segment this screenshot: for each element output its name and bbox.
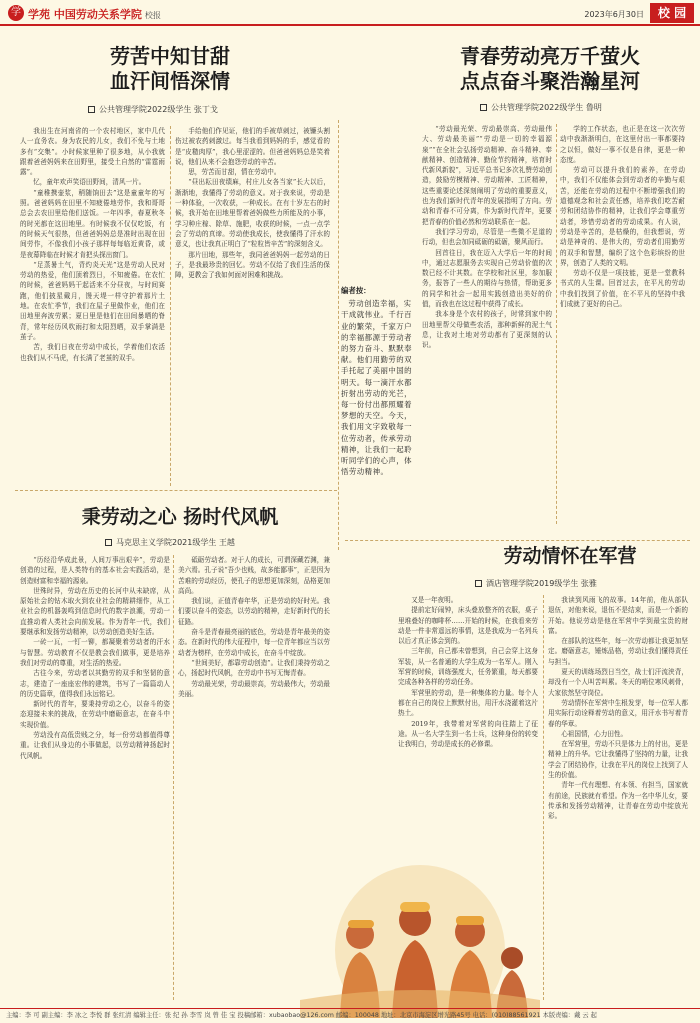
column-divider [543, 595, 544, 1000]
article-3-col-2: 砥砺劳动者。对于人的成长，可谓深藏若渊，兼美六焉。孔子说“吾少也贱，故多能鄙事”，正是因为苦难的劳动经历，使孔子的思想更加深刻，品格更加高尚。 我们说，正值青春年华，正是劳动的好时光。我们要以奋斗的姿态，以劳动的精神，走好新时代的长征路。 奋斗是青春最亮丽的底色，劳动是青年最美的姿态。在新时代的伟大征程中，每一位青年都应当以劳动者为榜样，在劳动中成长，在奋斗中绽放。 “世间美好，都靠劳动创造”。让我们秉持劳动之心，扬起时代风帆，在劳动中书写无悔青春。 劳动最光荣，劳动最崇高，劳动最伟大，劳动最美丽。 [178, 556, 330, 698]
article-4-byline: 酒店管理学院2019级学生 张雅 [475, 578, 597, 589]
newspaper-name [28, 6, 161, 22]
column-divider [338, 120, 339, 550]
section-label: 校 园 [650, 3, 694, 23]
workers-illustration [300, 840, 540, 1018]
editor-note: 编者按： 劳动创造幸福，实干成就伟业。千行百业的繁荣，千家万户的幸福都源于劳动者的努力奋斗、默默奉献。他们用勤劳的双手托起了美丽中国的明天。每一滴汗水都折射出劳动的光芒，每一份付出都照耀着梦想的天空。今天，我们用文字致敬每一位劳动者，传承劳动精神，让我们一起聆听同学们的心声，体悟劳动精神。 [341, 286, 413, 477]
article-2-col-2: 学的工作状态，也正是在这一次次劳动中我渐渐明白，在这里付出一事都要持之以恒，做好一事不仅是自律，更是一种态度。 劳动可以提升我们的素养，在劳动中，我们不仅能体会到劳动者的辛勤与艰苦，还能在劳动的过程中不断增强我们的道德观念和社会责任感，培养我们吃苦耐劳和团结协作的精神，让我们学会尊重劳动者，珍惜劳动者的劳动成果。有人说，劳动是辛苦的，是枯燥的，但我想说，劳动是神奇的、是伟大的，劳动者们用勤劳的双手和智慧，编织了这个色彩缤纷的世界，创造了人类的文明。 劳动不仅是一项技能，更是一堂教科书式的人生课。回首过去，在平凡的劳动中我们找到了价值，在不平凡的坚持中我们成就了更好的自己。 [560, 125, 685, 309]
article-4-col-2: 我读到风雨飞的故事。14年前，他从部队退伍，对他来说，退伍不是结束，而是一个新的开始。他说劳动是他在军营中学到最宝贵的财富。 在部队的这些年，每一次劳动都让我更加坚定。磨砺意志，锤炼品格，劳动让我们懂得责任与担当。 夏天的训练场烈日当空，战士们汗流浃背，却没有一个人叫苦叫累。冬天的哨位寒风刺骨，大家依然坚守岗位。 劳动情怀在军营中生根发芽，每一位军人都用实际行动诠释着劳动的意义，用汗水书写着青春的华章。 心祖国情，心力田性。 在军营里，劳动不只是体力上的付出，更是精神上的升华。它让我懂得了坚持的力量，让我学会了团结协作，让我在平凡的岗位上找到了人生的价值。 青年一代有理想、有本领、有担当，国家就有前途，民族就有希望。作为一名中华儿女，要传承和发扬劳动精神，让青春在劳动中绽放光彩。 [548, 596, 688, 821]
masthead [0, 0, 700, 26]
section-divider [345, 540, 690, 541]
article-2-title: 青春劳动亮万千萤火 点点奋斗聚浩瀚星河 [460, 44, 640, 93]
article-2-col-1: “劳动最光荣、劳动最崇高、劳动最伟大、劳动最美丽”“劳动是一切的幸福源泉”“在全社会弘扬劳动精神、奋斗精神、奉献精神、创造精神、勤俭节约精神，培育时代新风新貌”，习近平总书记多次礼赞劳动创造，鼓励劳模精神、劳动精神、工匠精神，这些重要论述深刻阐明了劳动的重要意义，也为我们新时代青年的发展指明了方向。劳动和青春不可分离，作为新时代青年，更要把青春的价值必然和劳动联系在一起。 我们学习劳动，尽管是一些微不足道的行动，但也会加同砥砺的砥砺，聚风而行。 回首往日，我在迈入大学后一年的时间中，通过志愿服务去实现自己劳动价值的次数已经不计其数。在学校和社区里，参加服务，报答了一些人的期待与热情，帮助更多的同学和社会一起用实践创造出美好的价值，而我也在这过程中获得了成长。 我本身是个农村的孩子，时常到家中的田地里帮父母做些农活，那种新鲜的泥土气息，让我对土地对劳动都有了更深刻的认识。 [422, 125, 552, 350]
paper-subtitle: 校报 [144, 11, 161, 20]
column-divider [556, 124, 557, 524]
article-4-title: 劳动情怀在军营 [503, 545, 637, 567]
article-1-title: 劳苦中知甘甜 血汗间悟深情 [110, 44, 230, 93]
article-2-byline: 公共管理学院2022级学生 鲁明 [480, 102, 602, 113]
article-1-byline: 公共管理学院2022级学生 张丁戈 [88, 104, 218, 115]
column-divider [170, 126, 171, 486]
paper-title: 学苑 中国劳动关系学院 [28, 8, 142, 21]
newspaper-logo: 学 [8, 5, 24, 21]
article-3-col-1: “历经沿华成此景，人间万事出艰辛”，劳动是创造的过程，是人类特有的基本社会实践活动，是创造财富和幸福的源泉。 世殊时异，劳动在历史的长河中从未缺席，从原始社会的钻木取火到农业社会的精耕细作，从工业社会的机器轰鸣到信息时代的数字浪潮，劳动一直推动着人类社会向前发展。作为青年一代，我们要继承和发扬劳动精神，以劳动创造美好生活。 一砖一瓦，一钉一铆，都凝聚着劳动者的汗水与智慧。劳动教育不仅是教会我们做事，更是培养我们对劳动的尊重，对生活的热爱。 古往今来，劳动者以其勤劳的双手和坚韧的意志，建造了一座座宏伟的建筑，书写了一篇篇动人的历史篇章，值得我们永远铭记。 新时代的青年，要秉持劳动之心，以奋斗的姿态迎接未来的挑战，在劳动中磨砺意志，在奋斗中实现价值。 劳动没有高低贵贱之分，每一份劳动都值得尊重。让我们从身边的小事做起，以劳动精神扬起时代风帆。 [20, 556, 170, 760]
article-3-title: 秉劳动之心 扬时代风帆 [81, 506, 279, 528]
column-divider [173, 555, 174, 1000]
section-divider [15, 490, 337, 491]
article-1-col-1: 我出生在河南省的一个农村地区，家中几代人一直务农。身为农民的儿女，我们不免与土地多有“交集”。小时候家里种了很多地，从小我就跟着爸爸妈妈来在田野里，接受土自然的“雷霆雨露”。 忆，童年欢声笑语田野间，清风一片。 “童稚携壶浆，稍随饷田去”这是童童年的写照。爸爸妈妈在田里不知疲倦地劳作，我和哥哥总会去农田里给他们送饭。一年四季，春夏秋冬的时光都在这田地里。有时候我不仅仅吃饭，有的时候天气很热，但爸爸妈妈总是准时出现在田间劳作，不像我们小孩子那样每每临近黄昏，或是夜幕降临在时候才肯把头探出窗门。 “足蒸暑土气，背灼炎天光”这是劳动人民对劳动的热爱，他们顶着烈日，不知疲倦。在农忙的时候，爸爸妈妈干起活来不分昼夜，与时间赛跑，他们披星戴月，馒天堤一样守护着那片土地。在农忙季节，我们在屋子里做作业，他们在田地里奔波劳累；夏日里是他们在田间暴晒的脊背，常年经历风吹雨打和太阳烈晒，双手掌满是茧子。 苦，我们日夜在劳动中成长，学着他们农活也我们从不马虎，有长满了老茧的双手。 [20, 127, 165, 362]
article-4-col-1: 又是一年夜明。 提前定好闹钟，床头叠放整齐的衣服，桌子里堆叠好的咖啡杯……开始的时候，在我看来劳动是一件非常遥远的事情，这是我成为一名列兵以后才真正体会到的。 三年前，自己都未曾想到，自己会穿上这身军装，从一名普通的大学生成为一名军人。刚入军营的时候，训练强度大，任务繁重，每天都要完成各种各样的劳动任务。 军营里的劳动，是一种集体的力量。每个人都在自己的岗位上默默付出，用汗水浇灌着这片热土。 2019年，我带着对军营的向往踏上了征途。从一名大学生到一名士兵，这种身份的转变让我明白，劳动是成长的必修课。 [398, 596, 538, 749]
footer: 主编：李 可 副主编：李 冰之 李悦 群 张红清 编辑主任：张 纪 孙 李雪 岚 曾 佳 宝 投稿邮箱：xubaobao@126.com 邮编：100048 地址：北京市海淀区增光路45号 电话：(010)88561921 本版责编：戴 云 起 [0, 1008, 700, 1023]
issue-date: 2023年6月30日 [584, 10, 644, 19]
article-3-byline: 马克思主义学院2021级学生 王越 [105, 537, 235, 548]
article-1-col-2: 手给他们作见证，他们的手被草刺过，被镰头割伤过被农药刺激过。每当我看到妈妈的手，感觉看的是“皮糙肉厚”，我心里涩涩的。但爸爸妈妈总是笑着说，他们从来不会抱怨劳动的辛苦。 思，劳苦而甘甜，情在劳动中。 “昼出耘田夜绩麻，村庄儿女各当家”长大以后，渐渐地，我懂得了劳动的意义。对于我来说，劳动是一种体验，一次收获，一种成长。在有十岁左右的时候，我开始在田地里帮着爸妈做些力所能及的小事，学习种庄稼、除草、施肥，收获的时候，一点一点学会了劳动的真谛。劳动使我成长，使我懂得了汗水的意义，也让我真正明白了“粒粒皆辛苦”的深刻含义。 那片田地，那些年，我同爸爸妈妈一起劳动的日子，是我最珍贵的回忆。劳动不仅给了我们生活的保障，更教会了我如何面对困难和挑战。 [175, 127, 330, 280]
